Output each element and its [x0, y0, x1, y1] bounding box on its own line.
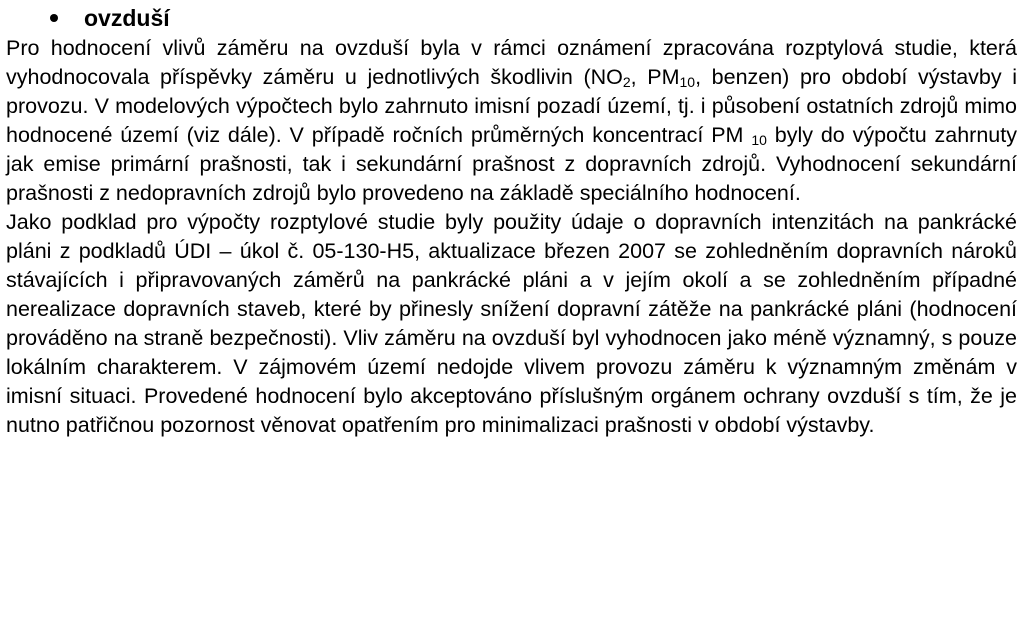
section-heading-text: ovzduší — [84, 5, 170, 31]
paragraph-text: , benzen) pro období výstavby i provozu. V modelových výpočtech bylo zahrnuto imisní pozadí území, tj. i působení ostatních zdrojů mimo hodnocené území (viz dále). V případě ročních průměrných koncentrací PM — [6, 65, 1017, 147]
paragraph-traffic-basis: Jako podklad pro výpočty rozptylové studie byly použity údaje o dopravních intenzitách na pankrácké pláni z podkladů ÚDI – úkol č. 05-130-H5, aktualizace březen 2007 se zohledněním dopravních nároků stávajících i připravovaných záměrů na pankrácké pláni a v jejím okolí a se zohledněním případné nerealizace dopravních staveb, které by přinesly snížení dopravní zátěže na pankrácké pláni (hodnocení prováděno na straně bezpečnosti). Vliv záměru na ovzduší byl vyhodnocen jako méně významný, s pouze lokálním charakterem. V zájmovém území nedojde vlivem provozu záměru k významným změnám v imisní situaci. Provedené hodnocení bylo akceptováno příslušným orgánem ochrany ovzduší s tím, že je nutno patřičnou pozornost věnovat opatřením pro minimalizaci prašnosti v období výstavby. — [6, 210, 1017, 437]
bullet-icon — [50, 14, 58, 22]
subscript: 10 — [751, 132, 767, 148]
section-heading — [6, 2, 1017, 34]
paragraph-text: , PM — [630, 65, 680, 89]
paragraph-air-quality-study — [6, 34, 1017, 208]
paragraph-text: byly do výpočtu zahrnuty jak emise primární prašnosti, tak i sekundární prašnost z dopravních zdrojů. Vyhodnocení sekundární prašnosti z nedopravních zdrojů bylo provedeno na základě speciálního hodnocení. — [6, 123, 1017, 205]
paragraph-text: Pro hodnocení vlivů záměru na ovzduší byla v rámci oznámení zpracována rozptylová studie, která vyhodnocovala příspěvky záměru u jednotlivých škodlivin (NO — [6, 36, 1017, 89]
subscript: 10 — [679, 74, 696, 90]
subscript: 2 — [622, 74, 631, 90]
